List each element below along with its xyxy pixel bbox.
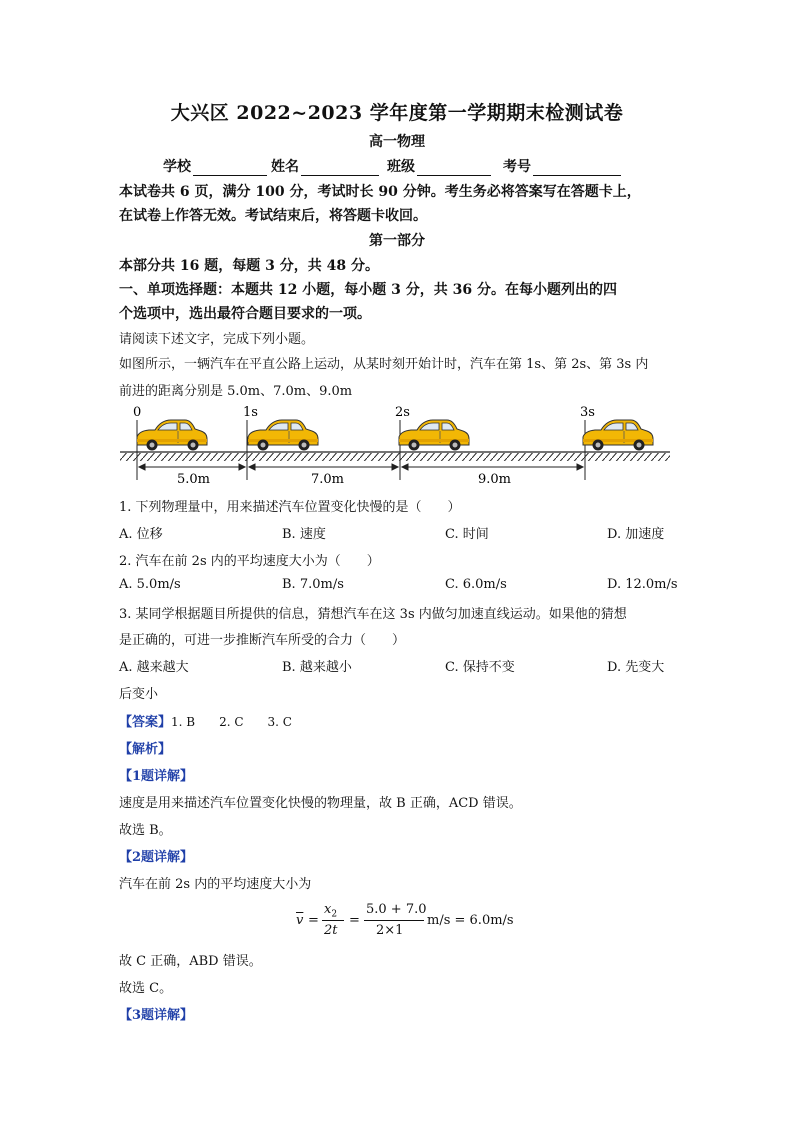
q1-option-c[interactable]: C. 时间 bbox=[445, 527, 489, 542]
formula-x: x bbox=[324, 902, 332, 917]
car-motion-figure bbox=[115, 402, 675, 488]
car-icon bbox=[399, 420, 469, 451]
road-hatching bbox=[120, 453, 670, 461]
q1-analysis-text: 速度是用来描述汽车位置变化快慢的物理量，故 B 正确，ACD 错误。 bbox=[119, 796, 522, 811]
q1-option-d[interactable]: D. 加速度 bbox=[607, 527, 665, 542]
passage-line-2: 前进的距离分别是 5.0m、7.0m、9.0m bbox=[119, 384, 353, 399]
answer-tag: 【答案】 bbox=[119, 715, 172, 730]
car-icon bbox=[137, 420, 207, 451]
q2-analysis-choice: 故选 C。 bbox=[119, 981, 173, 996]
part-summary: 本部分共 16 题，每题 3 分，共 48 分。 bbox=[119, 258, 379, 274]
passage-intro: 请阅读下述文字，完成下列小题。 bbox=[119, 332, 315, 347]
time-label-3s: 3s bbox=[580, 405, 595, 420]
q3-option-d[interactable]: D. 先变大 bbox=[607, 660, 665, 675]
answer-row bbox=[119, 711, 292, 730]
student-info-fields bbox=[163, 156, 625, 176]
q1-option-b[interactable]: B. 速度 bbox=[282, 527, 326, 542]
formula-x-sub: 2 bbox=[331, 909, 338, 920]
average-velocity-formula bbox=[296, 902, 516, 942]
q2-analysis-tag: 【2题详解】 bbox=[119, 850, 194, 865]
field-id-blank[interactable] bbox=[533, 159, 621, 176]
q2-option-d[interactable]: D. 12.0m/s bbox=[607, 577, 678, 592]
fraction-bar-1 bbox=[322, 920, 344, 921]
question-3-stem-line-2: 是正确的，可进一步推断汽车所受的合力（ ） bbox=[119, 633, 406, 648]
time-label-1s: 1s bbox=[243, 405, 258, 420]
q2-option-a[interactable]: A. 5.0m/s bbox=[119, 577, 181, 592]
exam-subject: 高一物理 bbox=[369, 134, 425, 150]
question-3-stem-line-1: 3. 某同学根据题目所提供的信息，猜想汽车在这 3s 内做匀加速直线运动。如果他的猜想 bbox=[119, 607, 627, 622]
field-school-label: 学校 bbox=[163, 159, 191, 175]
formula-num-1 bbox=[324, 902, 337, 920]
field-name-label: 姓名 bbox=[271, 159, 299, 175]
field-id-label: 考号 bbox=[503, 159, 531, 175]
answer-text: 1. B 2. C 3. C bbox=[171, 715, 292, 729]
exam-title: 大兴区 2022~2023 学年度第一学期期末检测试卷 bbox=[170, 102, 624, 124]
time-label-0: 0 bbox=[133, 405, 142, 420]
q2-option-b[interactable]: B. 7.0m/s bbox=[282, 577, 344, 592]
q3-option-d-wrap: 后变小 bbox=[119, 687, 159, 702]
formula-num-2: 5.0 + 7.0 bbox=[366, 902, 427, 917]
q3-option-b[interactable]: B. 越来越小 bbox=[282, 660, 352, 675]
q1-analysis-choice: 故选 B。 bbox=[119, 823, 172, 838]
formula-den-2: 2×1 bbox=[376, 923, 404, 938]
field-name-blank[interactable] bbox=[301, 159, 379, 176]
formula-eq-2: = bbox=[349, 913, 360, 928]
passage-line-1: 如图所示，一辆汽车在平直公路上运动，从某时刻开始计时，汽车在第 1s、第 2s、第 3s 内 bbox=[119, 357, 649, 372]
q2-analysis-result: 故 C 正确，ABD 错误。 bbox=[119, 954, 262, 969]
question-1-stem: 1. 下列物理量中，用来描述汽车位置变化快慢的是（ ） bbox=[119, 500, 461, 515]
distance-label-1: 5.0m bbox=[177, 472, 211, 487]
instructions-line-2: 在试卷上作答无效。考试结束后，将答题卡收回。 bbox=[119, 208, 427, 224]
q3-option-c[interactable]: C. 保持不变 bbox=[445, 660, 515, 675]
q2-analysis-text: 汽车在前 2s 内的平均速度大小为 bbox=[119, 877, 312, 892]
section-line-2: 个选项中，选出最符合题目要求的一项。 bbox=[119, 306, 371, 322]
car-icon bbox=[583, 420, 653, 451]
q3-analysis-tag: 【3题详解】 bbox=[119, 1008, 194, 1023]
distance-label-2: 7.0m bbox=[311, 472, 345, 487]
formula-unit-result: m/s = 6.0m/s bbox=[427, 913, 514, 928]
q2-option-c[interactable]: C. 6.0m/s bbox=[445, 577, 507, 592]
fraction-bar-2 bbox=[364, 920, 424, 921]
field-school-blank[interactable] bbox=[193, 159, 267, 176]
q3-option-a[interactable]: A. 越来越大 bbox=[119, 660, 189, 675]
formula-eq-1: = bbox=[308, 913, 319, 928]
part-heading: 第一部分 bbox=[369, 233, 425, 249]
field-class-label: 班级 bbox=[387, 159, 415, 175]
q1-option-a[interactable]: A. 位移 bbox=[119, 527, 163, 542]
formula-v: $\overline{v}$ bbox=[296, 913, 304, 928]
q1-analysis-tag: 【1题详解】 bbox=[119, 769, 194, 784]
distance-label-3: 9.0m bbox=[478, 472, 512, 487]
time-label-2s: 2s bbox=[395, 405, 410, 420]
question-2-stem: 2. 汽车在前 2s 内的平均速度大小为（ ） bbox=[119, 554, 380, 569]
car-icon bbox=[248, 420, 318, 451]
analysis-tag: 【解析】 bbox=[119, 742, 172, 757]
section-line-1: 一、单项选择题：本题共 12 小题，每小题 3 分，共 36 分。在每小题列出的四 bbox=[119, 282, 617, 298]
formula-den-1: 2t bbox=[324, 923, 338, 938]
field-class-blank[interactable] bbox=[417, 159, 491, 176]
instructions-line-1: 本试卷共 6 页，满分 100 分，考试时长 90 分钟。考生务必将答案写在答题卡上， bbox=[119, 184, 641, 200]
